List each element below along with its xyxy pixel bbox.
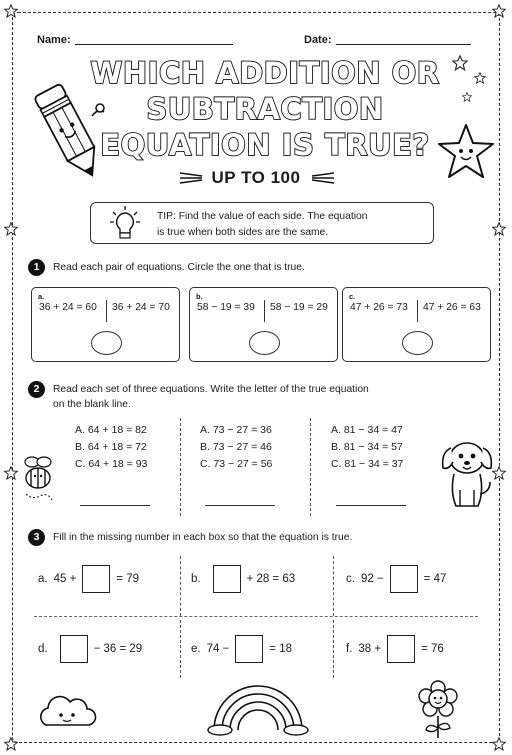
answer-circle[interactable] xyxy=(249,331,280,355)
equation-right: 36 + 24 = 70 xyxy=(112,302,170,313)
small-star-icon xyxy=(474,72,486,84)
equation-set-2 xyxy=(200,422,272,473)
problem-after: = 47 xyxy=(423,573,447,585)
decorative-lines-icon xyxy=(310,170,336,186)
name-field[interactable] xyxy=(37,34,233,46)
problem-label: a. xyxy=(38,573,48,585)
problem-after: − 36 = 29 xyxy=(93,643,143,655)
equation-left: 36 + 24 = 60 xyxy=(39,302,97,313)
problem-label: b. xyxy=(191,573,201,585)
fill-problem-e xyxy=(191,635,292,663)
answer-box[interactable] xyxy=(235,635,263,663)
problem-after: = 76 xyxy=(421,643,444,655)
fill-problem-f xyxy=(346,635,444,663)
problem-after: = 18 xyxy=(269,643,292,655)
option-row: A. 81 − 34 = 47 xyxy=(331,424,403,436)
star-icon xyxy=(4,222,18,236)
puppy-icon xyxy=(436,434,498,514)
pair-card-c xyxy=(342,287,491,362)
star-icon xyxy=(492,222,506,236)
equation-set-3 xyxy=(331,422,403,473)
problem-before: 38 + xyxy=(358,643,382,655)
option-row: B. 64 + 18 = 72 xyxy=(75,441,147,453)
equation-left: 47 + 26 = 73 xyxy=(350,302,408,313)
column-divider xyxy=(333,556,334,616)
equation-right: 58 − 19 = 29 xyxy=(270,302,328,313)
problem-label: d. xyxy=(38,643,48,655)
row-divider xyxy=(34,616,478,617)
option-row: C. 81 − 34 = 37 xyxy=(331,458,404,470)
star-icon xyxy=(492,737,506,751)
answer-box[interactable] xyxy=(82,565,110,593)
answer-box[interactable] xyxy=(213,565,241,593)
tip-box xyxy=(90,202,434,244)
lightbulb-icon xyxy=(105,205,145,243)
answer-circle[interactable] xyxy=(91,331,122,355)
date-label: Date: xyxy=(304,34,332,46)
column-divider xyxy=(180,556,181,616)
pair-label: c. xyxy=(349,292,356,301)
equation-left: 58 − 19 = 39 xyxy=(197,302,255,313)
option-row: B. 73 − 27 = 46 xyxy=(200,441,272,453)
answer-box[interactable] xyxy=(390,565,418,593)
title-line-3: EQUATION IS TRUE? xyxy=(100,128,430,162)
answer-box[interactable] xyxy=(60,635,88,663)
cloud-icon xyxy=(36,693,98,731)
fill-problem-d xyxy=(38,635,142,663)
bee-icon xyxy=(18,454,60,504)
option-row: A. 73 − 27 = 36 xyxy=(200,424,272,436)
divider xyxy=(106,300,107,322)
column-divider xyxy=(310,418,311,516)
column-divider xyxy=(180,620,181,678)
name-line[interactable] xyxy=(75,44,233,45)
star-icon xyxy=(4,466,18,480)
option-row: A. 64 + 18 = 82 xyxy=(75,424,147,436)
problem-after: + 28 = 63 xyxy=(246,573,296,585)
equation-set-1 xyxy=(75,422,147,473)
section2-instruction xyxy=(53,382,369,412)
pair-card-a xyxy=(31,287,180,362)
answer-blank[interactable] xyxy=(205,505,275,506)
rainbow-icon xyxy=(206,680,310,736)
star-icon xyxy=(4,4,18,18)
problem-label: c. xyxy=(346,573,355,585)
small-star-icon xyxy=(462,92,472,102)
date-field[interactable] xyxy=(304,34,471,46)
answer-circle[interactable] xyxy=(402,331,433,355)
fill-problem-a xyxy=(38,565,139,593)
small-star-icon xyxy=(452,55,468,71)
option-row: B. 81 − 34 = 57 xyxy=(331,441,403,453)
tip-line-1: TIP: Find the value of each side. The equation xyxy=(157,211,368,222)
tip-line-2: is true when both sides are the same. xyxy=(157,227,329,238)
problem-before: 92 − xyxy=(360,573,384,585)
instruction-line-1: Read each set of three equations. Write the letter of the true equation xyxy=(53,384,369,395)
divider xyxy=(264,300,265,322)
subtitle: UP TO 100 xyxy=(211,168,301,187)
fill-problem-c xyxy=(346,565,446,593)
pair-card-b xyxy=(189,287,338,362)
date-line[interactable] xyxy=(336,44,471,45)
answer-blank[interactable] xyxy=(80,505,150,506)
column-divider xyxy=(333,620,334,678)
problem-label: f. xyxy=(346,643,353,655)
section1-instruction: Read each pair of equations. Circle the one that is true. xyxy=(53,262,305,273)
problem-before: 74 − xyxy=(206,643,230,655)
section3-instruction: Fill in the missing number in each box so that the equation is true. xyxy=(53,532,353,543)
flower-icon xyxy=(416,680,460,740)
pair-label: a. xyxy=(38,292,45,301)
divider xyxy=(417,300,418,322)
answer-blank[interactable] xyxy=(336,505,406,506)
star-icon xyxy=(492,4,506,18)
fill-problem-b xyxy=(191,565,295,593)
equation-right: 47 + 26 = 63 xyxy=(423,302,481,313)
section-number-badge: 3 xyxy=(28,529,45,546)
star-icon xyxy=(4,737,18,751)
answer-box[interactable] xyxy=(387,635,415,663)
option-row: C. 73 − 27 = 56 xyxy=(200,458,273,470)
option-row: C. 64 + 18 = 93 xyxy=(75,458,148,470)
problem-before: 45 + xyxy=(53,573,77,585)
title-line-1: WHICH ADDITION OR xyxy=(90,56,440,90)
section-number-badge: 2 xyxy=(28,381,45,398)
column-divider xyxy=(180,418,181,516)
name-label: Name: xyxy=(37,34,71,46)
pair-label: b. xyxy=(196,292,203,301)
title-line-2: SUBTRACTION xyxy=(146,92,384,126)
problem-label: e. xyxy=(191,643,201,655)
instruction-line-2: on the blank line. xyxy=(53,399,131,410)
problem-after: = 79 xyxy=(116,573,139,585)
section-number-badge: 1 xyxy=(28,259,45,276)
